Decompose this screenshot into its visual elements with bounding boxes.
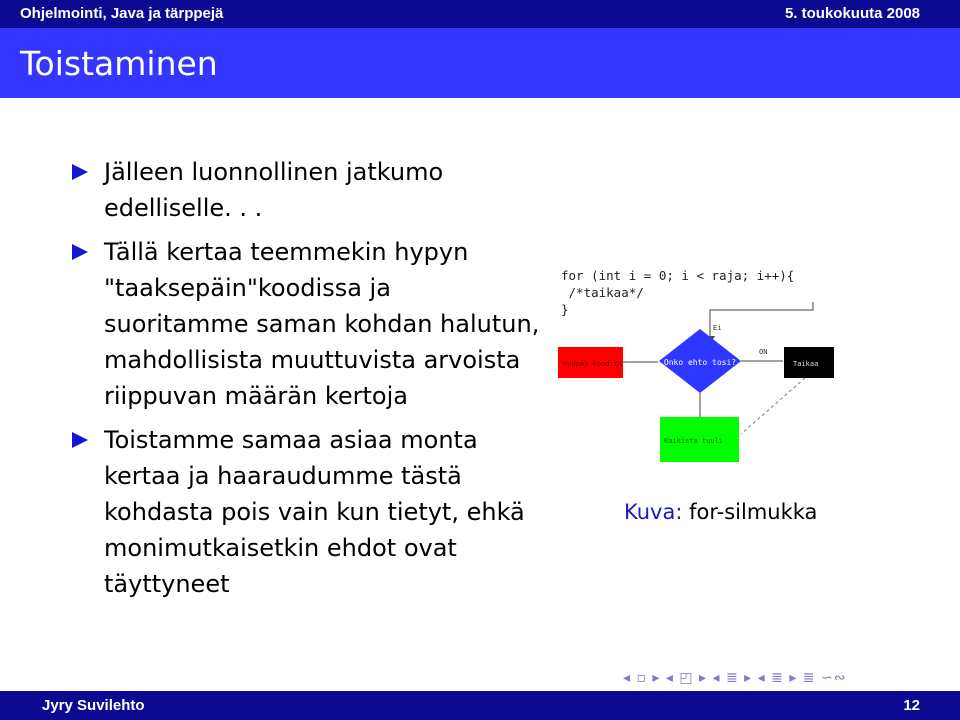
title-bar: [0, 28, 960, 98]
figure-caption: [624, 500, 817, 524]
yes-label: Ei: [713, 324, 722, 332]
bullet-text: Toistamme samaa asiaa monta kertaa ja haaraudumme tästä kohdasta pois vain kun tietyt, ehkä monimutkaisetkin ehdot ovat täyttyneet: [104, 426, 525, 598]
code-line: for (int i = 0; i < raja; i++){: [561, 268, 795, 283]
flowchart-diagram: [555, 262, 845, 472]
slide-date: 5. toukokuuta 2008: [784, 5, 920, 22]
connector: [741, 378, 805, 434]
red-box-label: Hyppää koodiin: [563, 360, 623, 368]
slide-title: Toistaminen: [20, 44, 218, 83]
bullet-item: [72, 422, 542, 602]
green-box-label: Kaikista tuuli: [664, 437, 724, 445]
bullet-item: [72, 154, 542, 226]
bullet-arrow-icon: [72, 164, 88, 180]
beamer-navigation[interactable]: ◂ ▫ ▸ ◂ ◰ ▸ ◂ ≣ ▸ ◂ ≣ ▸ ≣ ∽∾: [623, 670, 847, 686]
decision-label: Onko ehto tosi?: [663, 358, 737, 367]
for-loop-figure: [555, 262, 845, 472]
page-number: 12: [903, 697, 920, 714]
no-label: ON: [759, 348, 768, 356]
footer-bar: [0, 691, 960, 720]
bullet-arrow-icon: [72, 432, 88, 448]
bullet-text: Tällä kertaa teemmekin hypyn "taaksepäin"koodissa ja suoritamme saman kohdan halutun, mahdollisista muuttuvista arvoista riippuvan määrän kertoja: [104, 238, 540, 410]
loop-arrow: [710, 302, 813, 340]
caption-text: for-silmukka: [689, 500, 818, 524]
code-line: }: [561, 302, 569, 317]
bullet-arrow-icon: [72, 244, 88, 260]
bullet-text: Jälleen luonnollinen jatkumo edelliselle. . .: [104, 158, 444, 222]
code-line: /*taikaa*/: [561, 285, 644, 300]
caption-label: Kuva:: [624, 500, 683, 524]
black-box-label: Taikaa: [793, 360, 819, 368]
bullet-list: [72, 154, 542, 610]
author-name: Jyry Suvilehto: [42, 697, 145, 714]
bullet-item: [72, 234, 542, 414]
header-bar: [0, 0, 960, 28]
course-title: Ohjelmointi, Java ja tärppejä: [20, 5, 224, 22]
